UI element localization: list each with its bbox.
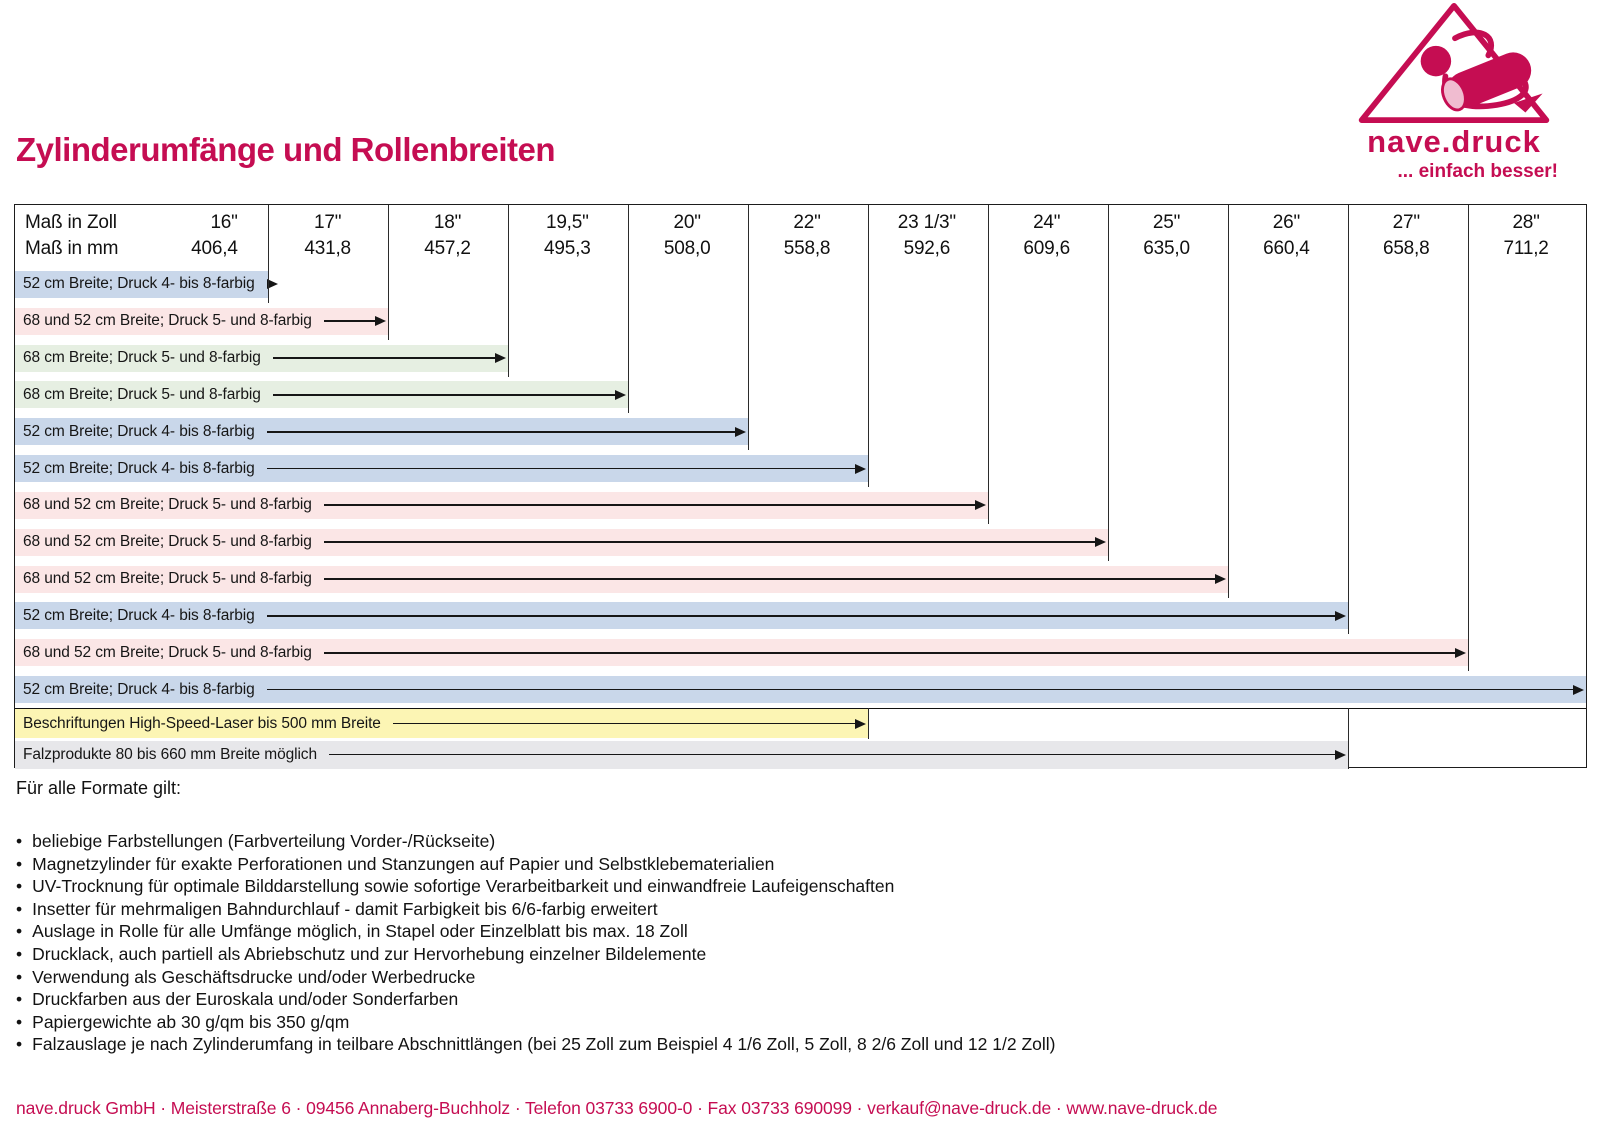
table-row (15, 413, 1586, 450)
bar-label: Beschriftungen High-Speed-Laser bis 500 mm Breite (23, 714, 381, 732)
col-zoll: 20" (673, 212, 701, 233)
nave-druck-logo (1346, 0, 1562, 183)
note-item: • Insetter für mehrmaligen Bahndurchlauf - damit Farbigkeit bis 6/6-farbig erweitert (16, 898, 1055, 921)
bar-label: 68 cm Breite; Druck 5- und 8-farbig (23, 385, 261, 403)
bar-label: 52 cm Breite; Druck 4- bis 8-farbig (23, 459, 255, 477)
table-row (15, 634, 1586, 671)
note-item: • Auslage in Rolle für alle Umfänge möglich, in Stapel oder Einzelblatt bis max. 18 Zoll (16, 920, 1055, 943)
table-row (15, 561, 1586, 598)
col-zoll: 19,5" (545, 212, 589, 233)
bar-label: 52 cm Breite; Druck 4- bis 8-farbig (23, 275, 255, 293)
page-title: Zylinderumfänge und Rollenbreiten (16, 131, 556, 168)
table-row (15, 597, 1586, 634)
header-col (747, 205, 867, 266)
bar-label: 68 cm Breite; Druck 5- und 8-farbig (23, 349, 261, 367)
bar-band (15, 345, 508, 372)
table-row (15, 741, 1586, 769)
bar-label: 68 und 52 cm Breite; Druck 5- und 8-farbig (23, 312, 312, 330)
bar-band (15, 455, 868, 482)
col-zoll: 17" (314, 212, 342, 233)
arrow-head-icon (1573, 685, 1584, 695)
header-col (1226, 205, 1346, 266)
table-header (15, 205, 1586, 266)
bar-band (15, 308, 388, 335)
header-col (268, 205, 388, 266)
header-col (627, 205, 747, 266)
arrow-line (273, 394, 615, 396)
col-mm: 658,8 (1382, 238, 1430, 259)
header-col (15, 205, 268, 266)
bar-label: 68 und 52 cm Breite; Druck 5- und 8-farbig (23, 643, 312, 661)
note-item: • Magnetzylinder für exakte Perforationen und Stanzungen auf Papier und Selbstklebematerialien (16, 853, 1055, 876)
bar-band (15, 271, 268, 298)
arrow-head-icon (855, 464, 866, 474)
arrow-head-icon (1215, 574, 1226, 584)
bar-label: 52 cm Breite; Druck 4- bis 8-farbig (23, 422, 255, 440)
arrow-head-icon (855, 719, 866, 729)
arrow-head-icon (735, 427, 746, 437)
arrow-line (324, 652, 1455, 654)
arrow-head-icon (495, 353, 506, 363)
col-zoll: 24" (1033, 212, 1061, 233)
note-item: • Drucklack, auch partiell als Abriebschutz und zur Hervorhebung einzelner Bildelemente (16, 943, 1055, 966)
measure-label-zoll: Maß in Zoll (25, 212, 117, 233)
bar-band (15, 709, 868, 738)
bar-band (15, 639, 1468, 666)
arrow-head-icon (615, 390, 626, 400)
arrow-line (324, 541, 1095, 543)
notes-heading: Für alle Formate gilt: (16, 778, 182, 798)
logo-graphic (1354, 0, 1554, 126)
arrow-line (267, 689, 1573, 691)
col-mm: 558,8 (783, 238, 831, 259)
footer-text: nave.druck GmbH · Meisterstraße 6 · 09456 Annaberg-Buchholz · Telefon 03733 6900-0 · Fax 03733 690099 · verkauf@nave-druck.de · www.nave-druck.de (16, 1098, 1218, 1118)
arrow-line (267, 431, 735, 433)
col-mm: 660,4 (1263, 238, 1310, 259)
measure-label-mm: Maß in mm (25, 238, 119, 259)
note-item: • beliebige Farbstellungen (Farbverteilung Vorder-/Rückseite) (16, 830, 1055, 853)
logo-brand: nave.druck (1367, 124, 1541, 159)
note-item: • Falzauslage je nach Zylinderumfang in teilbare Abschnittlängen (bei 25 Zoll zum Beispiel 4 1/6 Zoll, 5 Zoll, 8 2/6 Zoll und 12 1/2 Zoll) (16, 1033, 1055, 1056)
note-item: • Druckfarben aus der Euroskala und/oder Sonderfarben (16, 988, 1055, 1011)
bar-band (15, 741, 1348, 769)
header-col (1346, 205, 1466, 266)
size-table (14, 204, 1587, 768)
bar-label: 68 und 52 cm Breite; Druck 5- und 8-farbig (23, 533, 312, 551)
col-zoll: 23 1/3" (897, 212, 956, 233)
bar-band (15, 529, 1108, 556)
logo-tagline: ... einfach besser! (1397, 161, 1558, 182)
arrow-head-icon (1335, 750, 1346, 760)
col-mm: 635,0 (1143, 238, 1190, 259)
arrow-line (324, 578, 1215, 580)
header-col (867, 205, 987, 266)
header-col (987, 205, 1107, 266)
col-mm: 406,4 (191, 238, 238, 259)
col-zoll: 27" (1392, 212, 1420, 233)
col-mm: 711,2 (1503, 238, 1549, 259)
col-mm: 609,6 (1023, 238, 1070, 259)
arrow-line (329, 754, 1335, 756)
table-row (15, 709, 1586, 738)
bar-label: 68 und 52 cm Breite; Druck 5- und 8-farbig (23, 570, 312, 588)
header-col (1466, 205, 1586, 266)
col-mm: 495,3 (544, 238, 591, 259)
table-row (15, 303, 1586, 340)
arrow-line (273, 357, 495, 359)
note-item: • Verwendung als Geschäftsdrucke und/oder Werbedrucke (16, 966, 1055, 989)
arrow-head-icon (375, 316, 386, 326)
table-row (15, 524, 1586, 561)
arrow-head-icon (1455, 648, 1466, 658)
col-mm: 508,0 (663, 238, 711, 259)
bar-label: Falzprodukte 80 bis 660 mm Breite möglich (23, 745, 317, 763)
arrow-head-icon (975, 500, 986, 510)
bar-label: 68 und 52 cm Breite; Druck 5- und 8-farbig (23, 496, 312, 514)
table-row (15, 266, 1586, 303)
col-mm: 592,6 (903, 238, 951, 259)
header-col (507, 205, 627, 266)
bar-band (15, 602, 1348, 629)
arrow-line (324, 320, 375, 322)
col-zoll: 22" (793, 212, 821, 233)
note-item: • UV-Trocknung für optimale Bilddarstellung sowie sofortige Verarbeitbarkeit und einwandfreie Laufeigenschaften (16, 875, 1055, 898)
notes-list (16, 830, 1055, 1056)
note-item: • Papiergewichte ab 30 g/qm bis 350 g/qm (16, 1011, 1055, 1034)
header-col (388, 205, 508, 266)
arrow-line (267, 468, 855, 470)
bar-label: 52 cm Breite; Druck 4- bis 8-farbig (23, 606, 255, 624)
bar-label: 52 cm Breite; Druck 4- bis 8-farbig (23, 680, 255, 698)
col-zoll: 26" (1272, 212, 1301, 233)
arrow-head-icon (1335, 611, 1346, 621)
arrow-head-icon (267, 279, 278, 289)
arrow-line (324, 504, 975, 506)
arrow-line (393, 723, 855, 725)
header-col (1107, 205, 1227, 266)
bar-band (15, 492, 988, 519)
arrow-line (267, 615, 1335, 617)
table-row (15, 671, 1586, 708)
header-measure-labels (25, 210, 118, 266)
bar-band (15, 566, 1228, 593)
col-zoll: 16" (210, 212, 238, 233)
bar-band (15, 676, 1586, 703)
header-col-values (191, 210, 238, 266)
col-zoll: 28" (1512, 212, 1540, 233)
bottom-bar-rows (15, 708, 1586, 769)
bar-band (15, 381, 628, 408)
col-zoll: 25" (1152, 212, 1181, 233)
col-zoll: 18" (433, 212, 462, 233)
bar-band (15, 418, 748, 445)
bar-rows (15, 266, 1586, 708)
table-row (15, 487, 1586, 524)
arrow-head-icon (1095, 537, 1106, 547)
table-row (15, 450, 1586, 487)
table-row (15, 340, 1586, 377)
table-row (15, 376, 1586, 413)
col-mm: 457,2 (424, 238, 471, 259)
col-mm: 431,8 (304, 238, 351, 259)
